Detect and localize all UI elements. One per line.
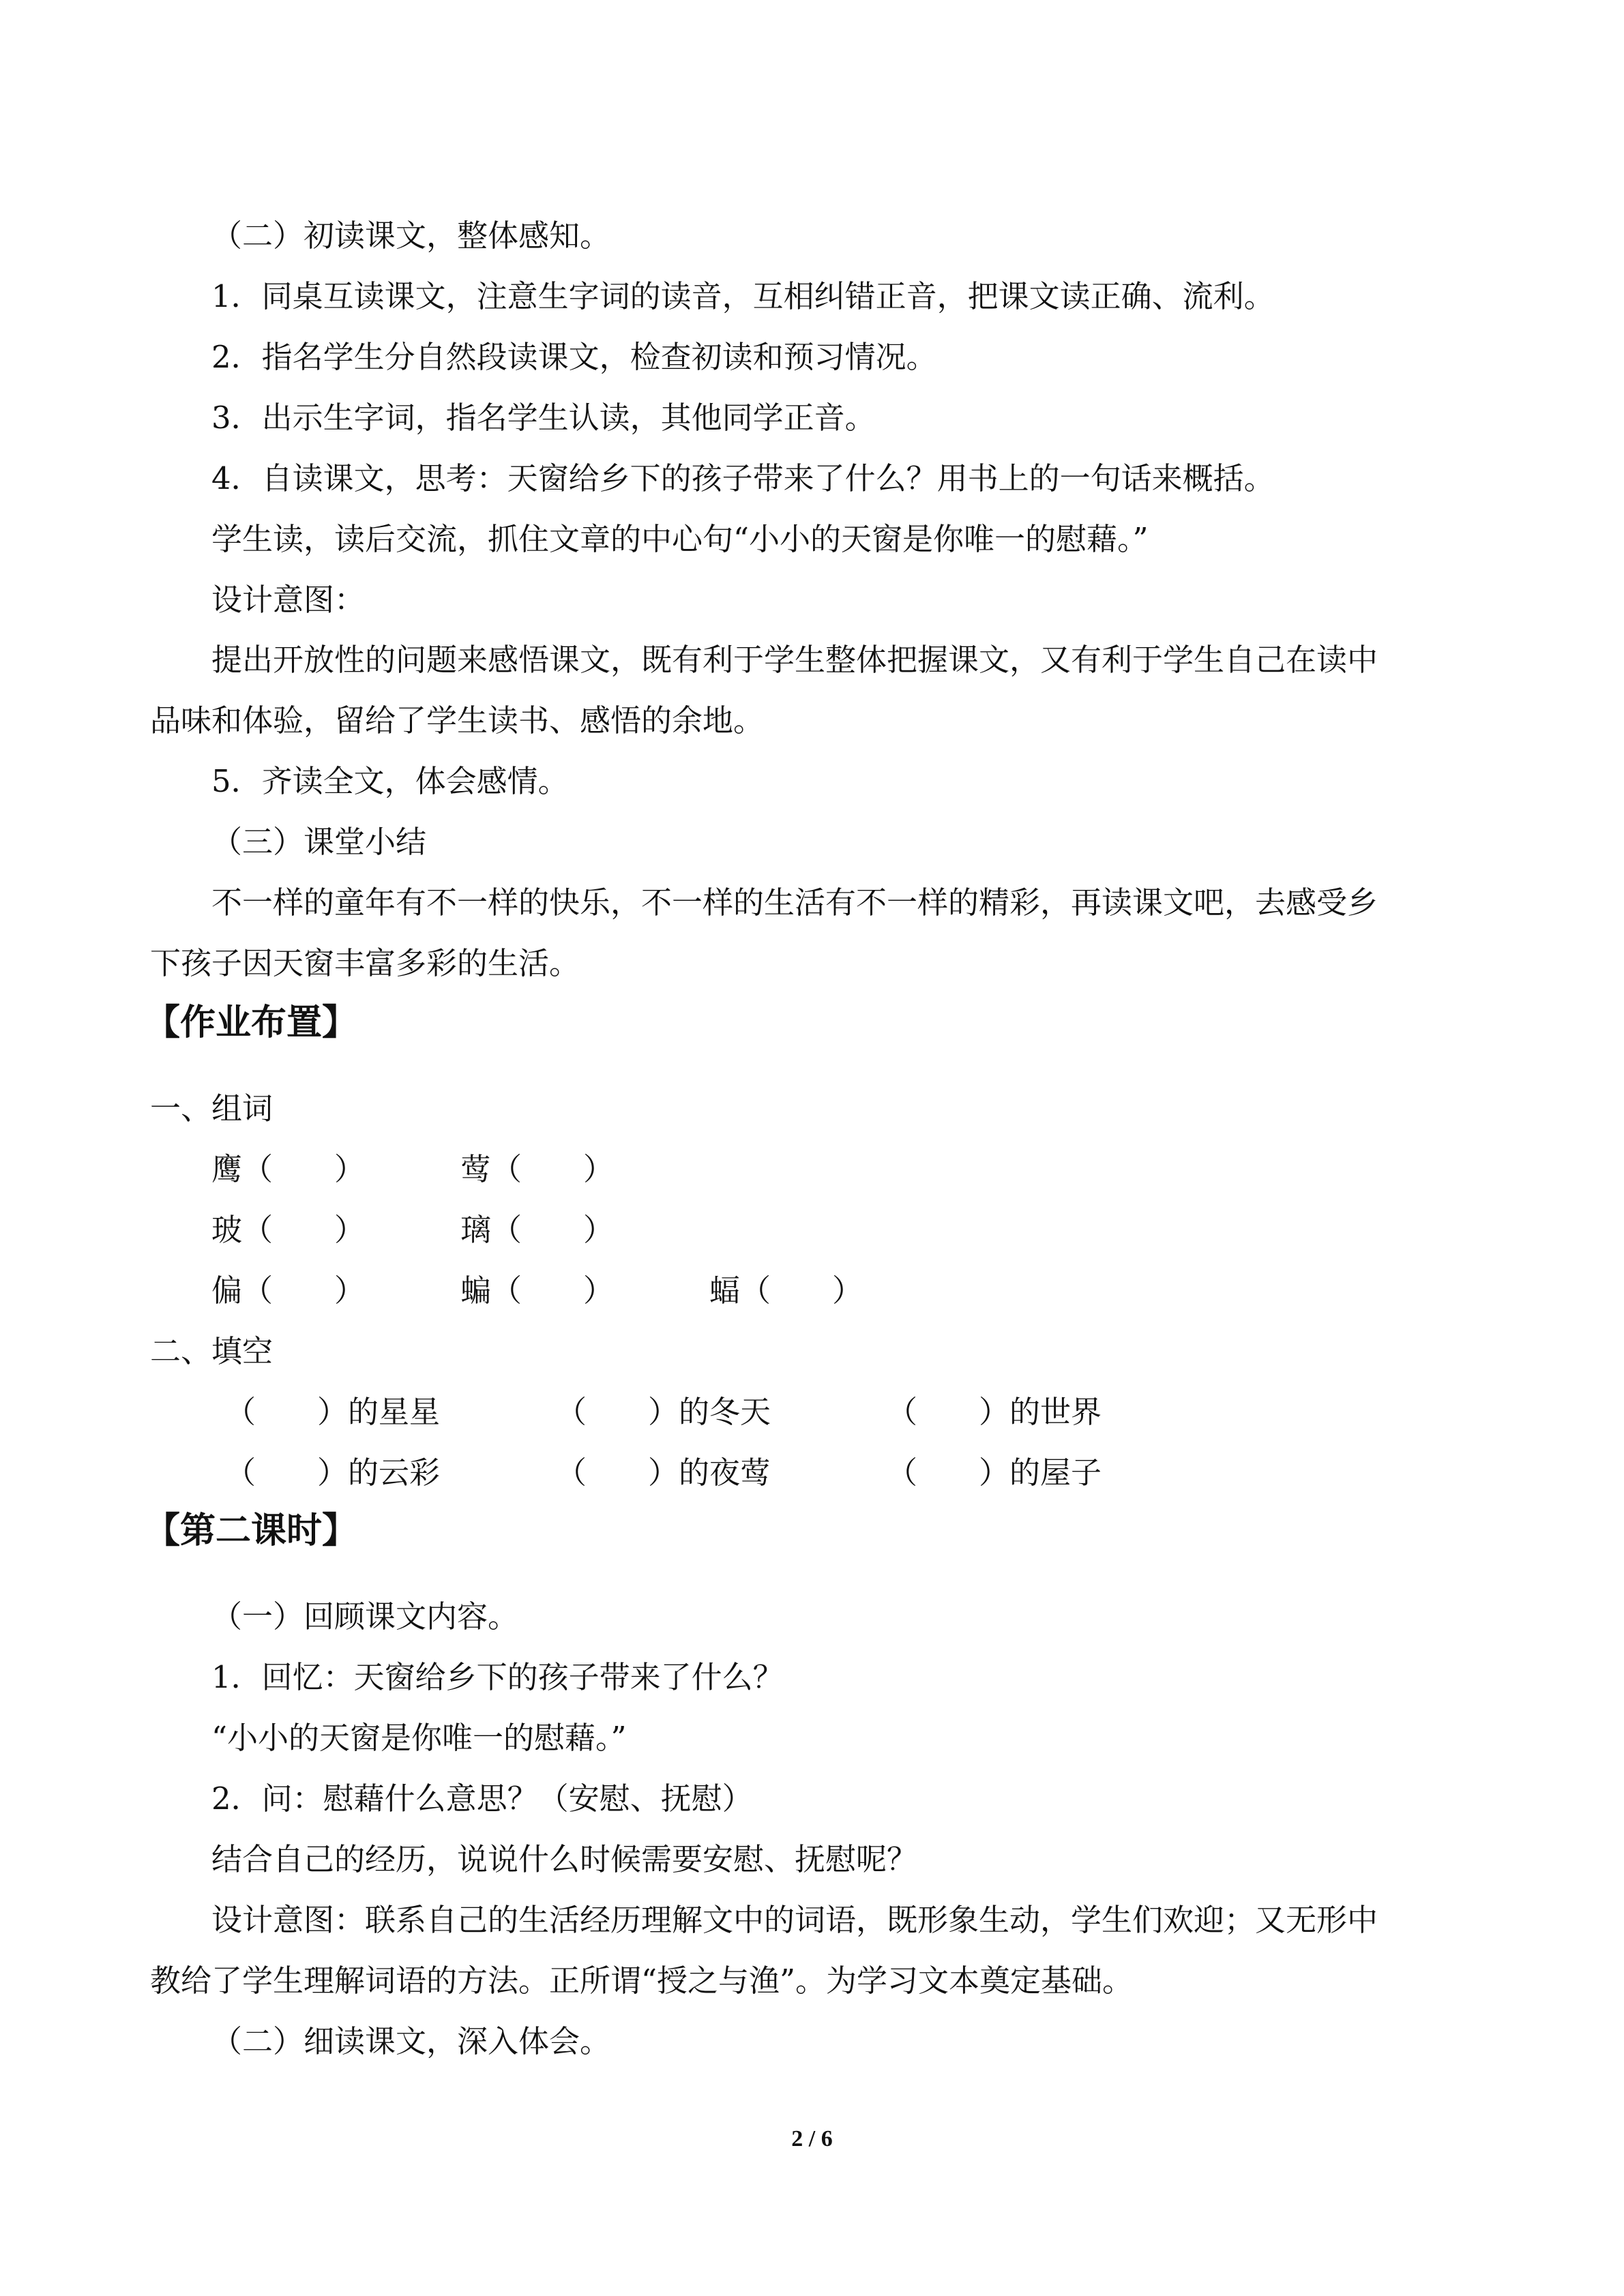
- word-blank: 蝠（ ）: [709, 1272, 863, 1309]
- paragraph-line: 设计意图：: [211, 582, 366, 618]
- homework-question-1-title: 一、组词: [150, 1090, 274, 1127]
- homework-question-2-title: 二、填空: [150, 1333, 274, 1369]
- paragraph-line: 下孩子因天窗丰富多彩的生活。: [150, 945, 580, 981]
- fill-blank: （ ）的冬天: [556, 1394, 771, 1430]
- word-blank: 璃（ ）: [460, 1212, 615, 1248]
- fill-blank: （ ）的屋子: [887, 1455, 1102, 1491]
- paragraph-line: 提出开放性的问题来感悟课文，既有利于学生整体把握课文，又有利于学生自己在读中: [211, 642, 1378, 678]
- word-blank: 玻（ ）: [211, 1212, 366, 1248]
- quote-line: “小小的天窗是你唯一的慰藉。”: [211, 1720, 627, 1756]
- paragraph-line: 2．问：慰藉什么意思？（安慰、抚慰）: [211, 1780, 753, 1817]
- fill-blank: （ ）的云彩: [225, 1455, 441, 1491]
- homework-heading: 【作业布置】: [145, 1002, 358, 1043]
- lesson-two-heading: 【第二课时】: [145, 1510, 358, 1551]
- paragraph-line: 结合自己的经历，说说什么时候需要安慰、抚慰呢？: [211, 1841, 918, 1877]
- word-blank: 莺（ ）: [460, 1151, 615, 1187]
- paragraph-line: 4．自读课文，思考：天窗给乡下的孩子带来了什么？用书上的一句话来概括。: [211, 460, 1275, 496]
- section-heading-initial-reading: （二）初读课文，整体感知。: [211, 218, 611, 254]
- word-blank: 蝙（ ）: [460, 1272, 615, 1309]
- section-heading-review: （一）回顾课文内容。: [211, 1598, 519, 1635]
- word-blank: 偏（ ）: [211, 1272, 366, 1309]
- word-blank: 鹰（ ）: [211, 1151, 366, 1187]
- section-heading-summary: （三）课堂小结: [211, 824, 427, 860]
- section-heading-close-reading: （二）细读课文，深入体会。: [211, 2023, 611, 2059]
- paragraph-line: 品味和体验，留给了学生读书、感悟的余地。: [150, 702, 765, 739]
- paragraph-line: 5．齐读全文，体会感情。: [211, 763, 569, 799]
- paragraph-line: 1．同桌互读课文，注意生字词的读音，互相纠错正音，把课文读正确、流利。: [211, 278, 1275, 314]
- paragraph-line: 设计意图：联系自己的生活经历理解文中的词语，既形象生动，学生们欢迎；又无形中: [211, 1902, 1378, 1938]
- fill-blank: （ ）的星星: [225, 1394, 441, 1430]
- paragraph-line: 不一样的童年有不一样的快乐，不一样的生活有不一样的精彩，再读课文吧，去感受乡: [211, 884, 1378, 921]
- page-number: 2 / 6: [791, 2126, 833, 2151]
- paragraph-line: 3．出示生字词，指名学生认读，其他同学正音。: [211, 400, 876, 436]
- fill-blank: （ ）的世界: [887, 1394, 1102, 1430]
- paragraph-line: 学生读，读后交流，抓住文章的中心句“小小的天窗是你唯一的慰藉。”: [211, 521, 1149, 557]
- paragraph-line: 2．指名学生分自然段读课文，检查初读和预习情况。: [211, 339, 937, 375]
- fill-blank: （ ）的夜莺: [556, 1455, 771, 1491]
- paragraph-line: 教给了学生理解词语的方法。正所谓“授之与渔”。为学习文本奠定基础。: [150, 1963, 1134, 1999]
- paragraph-line: 1．回忆：天窗给乡下的孩子带来了什么？: [211, 1659, 784, 1695]
